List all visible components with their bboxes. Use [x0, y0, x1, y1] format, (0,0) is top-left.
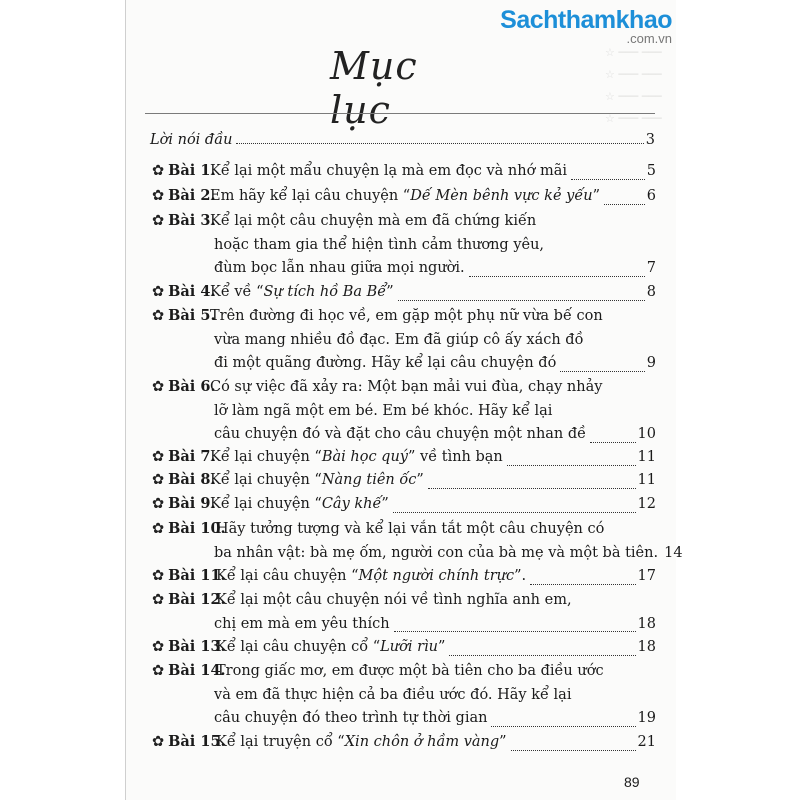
entry-page: 11: [637, 472, 656, 488]
flower-bullet-icon: ✿: [152, 213, 165, 229]
entry-story-title: Dế Mèn bênh vực kẻ yếu: [410, 188, 593, 204]
entry-number: Bài 1.: [168, 162, 216, 179]
entry-story-title: Một người chính trực: [358, 568, 515, 584]
entry-title: Kể về “: [210, 284, 264, 300]
entry-title: Trên đường đi học về, em gặp một phụ nữ vừa bế con: [210, 308, 603, 324]
entry-page: 17: [637, 568, 656, 584]
entry-title-end: ”: [416, 472, 424, 488]
watermark-name: Sachthamkhao: [500, 6, 672, 34]
flower-bullet-icon: ✿: [152, 188, 165, 204]
dot-leader: [393, 512, 636, 513]
dot-leader: [491, 726, 635, 727]
flower-bullet-icon: ✿: [152, 521, 165, 537]
flower-bullet-icon: ✿: [152, 163, 165, 179]
dot-leader: [428, 488, 636, 489]
toc-entry: [152, 589, 656, 636]
toc-entry-label: [152, 492, 216, 517]
entry-page: 11: [637, 449, 656, 465]
entry-title: Kể lại câu chuyện “: [216, 568, 359, 584]
preface-page: 3: [645, 132, 655, 148]
flower-bullet-icon: ✿: [152, 734, 165, 750]
dot-leader: [604, 204, 645, 205]
entry-title: Kể lại một câu chuyện mà em đã chứng kiến: [210, 213, 537, 229]
entry-title-continued: ba nhân vật: bà mẹ ốm, người con của bà mẹ và một bà tiên.: [214, 544, 659, 561]
entry-title-end: ”: [438, 639, 446, 655]
dot-leader: [449, 655, 635, 656]
toc-entry: [152, 518, 683, 565]
entry-page: 18: [637, 639, 656, 655]
entry-page: 19: [637, 710, 656, 726]
flower-bullet-icon: ✿: [152, 496, 165, 512]
entry-title: Kể lại chuyện “: [210, 472, 322, 488]
toc-entry: [152, 469, 656, 493]
toc-entry-label: [152, 184, 216, 209]
toc-entry-label: [152, 730, 226, 755]
page-number: 89: [624, 774, 640, 790]
title-divider: [145, 113, 655, 114]
entry-story-title: Lưỡi rìu: [380, 639, 438, 655]
entry-number: Bài 11.: [168, 567, 226, 584]
flower-bullet-icon: ✿: [152, 592, 165, 608]
entry-number: Bài 2.: [168, 187, 216, 204]
toc-entry-label: [152, 375, 216, 400]
flower-bullet-icon: ✿: [152, 568, 165, 584]
entry-title: Kể lại chuyện “: [210, 496, 322, 512]
toc-entry-label: [152, 564, 226, 589]
dot-leader: [590, 442, 635, 443]
dot-leader: [394, 631, 636, 632]
preface-label: Lời nói đầu: [150, 132, 233, 148]
entry-title-end: ”: [592, 188, 601, 204]
entry-title-end: ”: [381, 496, 389, 512]
entry-number: Bài 12.: [168, 591, 226, 608]
toc-entry: [152, 376, 656, 447]
entry-page: 7: [646, 260, 656, 276]
toc-entry-label: [152, 468, 216, 493]
flower-bullet-icon: ✿: [152, 379, 165, 395]
entry-number: Bài 13.: [168, 638, 226, 655]
entry-title: Em hãy kể lại câu chuyện “: [210, 188, 411, 204]
entry-number: Bài 7.: [168, 448, 216, 465]
entry-title: Kể lại câu chuyện cổ “: [216, 639, 381, 655]
entry-number: Bài 8.: [168, 471, 216, 488]
entry-number: Bài 15.: [168, 733, 226, 750]
entry-title-continued: chị em mà em yêu thích: [214, 615, 390, 632]
entry-page: 14: [664, 544, 683, 561]
entry-story-title: Cây khế: [321, 496, 382, 512]
entry-title-continued: đùm bọc lẫn nhau giữa mọi người.: [214, 260, 465, 276]
entry-title: Có sự việc đã xảy ra: Một bạn mải vui đùa, chạy nhảy: [210, 379, 603, 395]
entry-page: 18: [637, 615, 656, 632]
entry-number: Bài 5.: [168, 307, 216, 324]
entry-story-title: Bài học quý: [321, 449, 408, 465]
entry-page: 6: [646, 188, 656, 204]
entry-number: Bài 6.: [168, 378, 216, 395]
dot-leader: [511, 750, 636, 751]
entry-title: Kể lại truyện cổ “: [216, 734, 345, 750]
entry-page: 21: [637, 734, 656, 750]
toc-entry: [152, 493, 656, 517]
entry-title-end: ”: [386, 284, 394, 300]
watermark-domain: .com.vn: [626, 31, 672, 46]
entry-page: 8: [646, 284, 656, 300]
entry-page: 5: [646, 163, 656, 179]
flower-bullet-icon: ✿: [152, 449, 165, 465]
entry-title-continued: vừa mang nhiều đồ đạc. Em đã giúp cô ấy xách đồ: [214, 331, 584, 348]
entry-title-continued: và em đã thực hiện cả ba điều ước đó. Hãy kể lại: [214, 686, 572, 703]
entry-story-title: Sự tích hồ Ba Bể: [263, 284, 387, 300]
entry-page: 10: [637, 426, 656, 442]
toc-entry-label: [152, 659, 226, 684]
dot-leader: [469, 276, 645, 277]
dot-leader: [398, 300, 645, 301]
toc-entry: [152, 660, 656, 731]
entry-title-continued: hoặc tham gia thể hiện tình cảm thương yêu,: [214, 236, 545, 253]
entry-page: 9: [646, 355, 656, 371]
flower-bullet-icon: ✿: [152, 472, 165, 488]
toc-entry-label: [152, 445, 216, 470]
flower-bullet-icon: ✿: [152, 284, 165, 300]
toc-entry: [152, 305, 656, 376]
entry-number: Bài 14.: [168, 662, 226, 679]
toc-entry-label: [152, 635, 226, 660]
flower-bullet-icon: ✿: [152, 308, 165, 324]
toc-entry: [152, 185, 656, 209]
entry-number: Bài 3.: [168, 212, 216, 229]
entry-title: Kể lại chuyện “: [210, 449, 322, 465]
toc-entry: [152, 160, 656, 184]
entry-title: Trong giấc mơ, em được một bà tiên cho ba điều ước: [216, 663, 604, 679]
entry-number: Bài 10.: [168, 520, 226, 537]
toc-entry: [152, 636, 656, 660]
entry-title-continued: câu chuyện đó và đặt cho câu chuyện một nhan đề: [214, 426, 587, 442]
dot-leader: [560, 371, 644, 372]
watermark-logo: [500, 6, 672, 45]
dot-leader: [236, 143, 643, 144]
toc-preface: [150, 126, 655, 148]
page-title: Mục lục: [330, 44, 418, 132]
toc-entry-label: [152, 159, 216, 184]
toc-entry-label: [152, 517, 226, 542]
toc-entry-label: [152, 209, 216, 234]
entry-story-title: Nàng tiên ốc: [321, 472, 417, 488]
flower-bullet-icon: ✿: [152, 663, 165, 679]
toc-entry-label: [152, 304, 216, 329]
entry-title-end: ”: [499, 734, 507, 750]
dot-leader: [530, 584, 635, 585]
flower-bullet-icon: ✿: [152, 639, 165, 655]
entry-number: Bài 9.: [168, 495, 216, 512]
toc-entry: [152, 731, 656, 755]
toc-entry: [152, 281, 656, 305]
entry-title-end: ” về tình bạn: [408, 449, 503, 465]
dot-leader: [507, 465, 636, 466]
toc-entry-label: [152, 280, 216, 305]
toc-entry: [152, 565, 656, 589]
entry-title: Hãy tưởng tượng và kể lại vắn tắt một câu chuyện có: [216, 521, 605, 537]
entry-title: Kể lại một câu chuyện nói về tình nghĩa anh em,: [216, 592, 572, 608]
entry-title-continued: lỡ làm ngã một em bé. Em bé khóc. Hãy kể lại: [214, 402, 553, 419]
dot-leader: [571, 179, 645, 180]
toc-entry: [152, 210, 656, 281]
entry-title-continued: đi một quãng đường. Hãy kể lại câu chuyện đó: [214, 355, 557, 371]
entry-title-end: ”.: [514, 568, 527, 584]
show-through-text: ☆ ─── ─── ☆ ─── ─── ☆ ─── ─── ☆ ─── ───: [605, 46, 662, 125]
entry-title-continued: câu chuyện đó theo trình tự thời gian: [214, 710, 488, 726]
toc-entry: [152, 446, 656, 470]
entry-story-title: Xin chôn ở hầm vàng: [344, 734, 500, 750]
entry-number: Bài 4.: [168, 283, 216, 300]
entry-title: Kể lại một mẩu chuyện lạ mà em đọc và nhớ mãi: [210, 163, 567, 179]
entry-page: 12: [637, 496, 656, 512]
toc-entry-label: [152, 588, 226, 613]
